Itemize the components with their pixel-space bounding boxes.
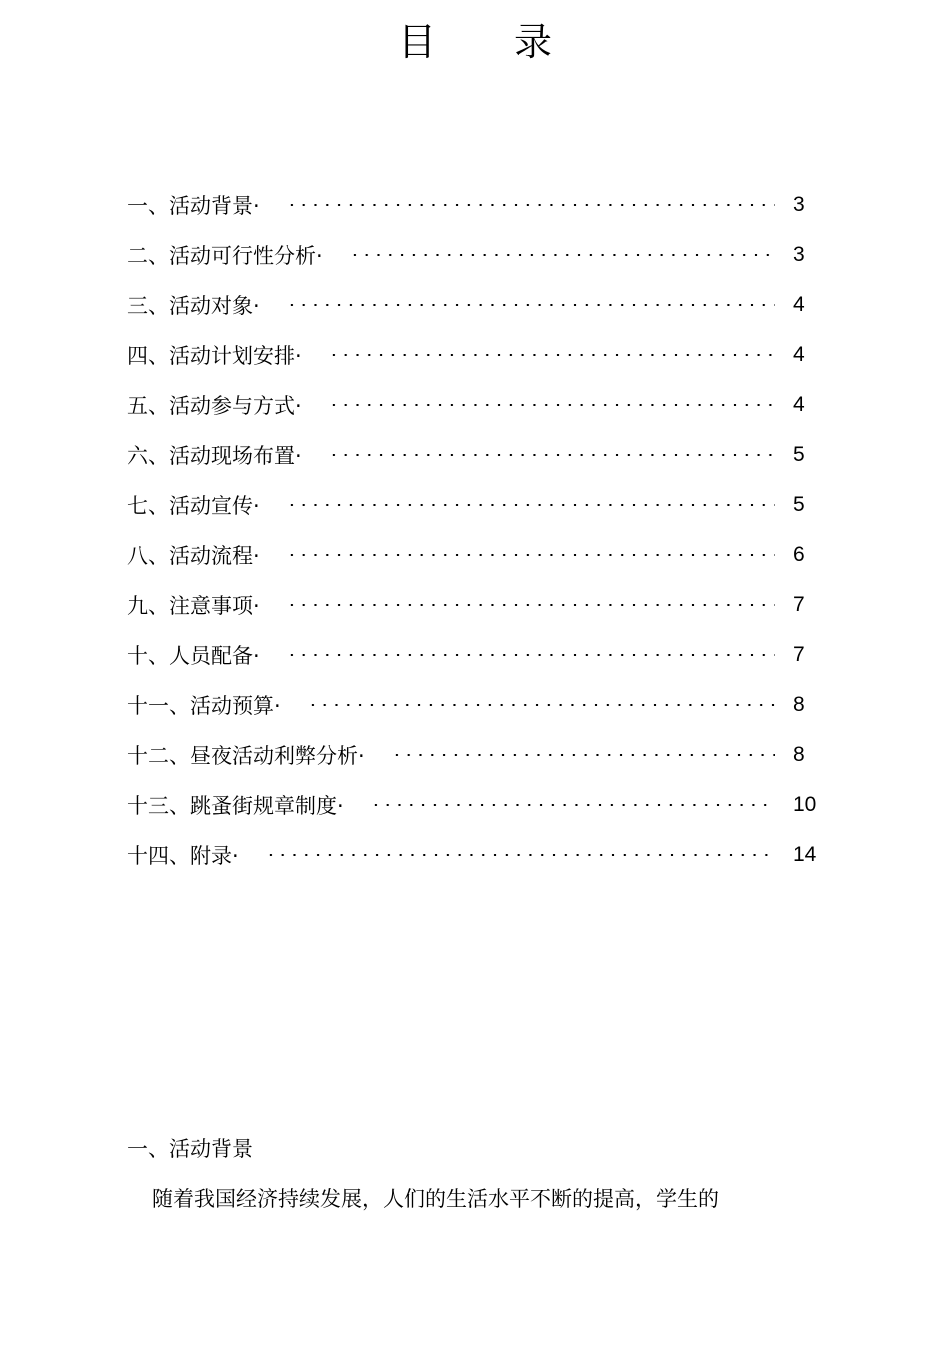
toc-entry[interactable] bbox=[127, 280, 827, 330]
toc-entry-page: 7 bbox=[793, 593, 805, 616]
page-title bbox=[0, 18, 950, 66]
toc-entry-label: 八、活动流程· bbox=[127, 544, 260, 568]
toc-entry[interactable] bbox=[127, 730, 827, 780]
toc-entry-page: 4 bbox=[793, 393, 805, 416]
toc-dot-leader bbox=[391, 754, 775, 756]
toc-dot-leader bbox=[328, 454, 775, 456]
toc-entry-label: 六、活动现场布置· bbox=[127, 444, 302, 468]
toc-entry[interactable] bbox=[127, 830, 827, 880]
toc-dot-leader bbox=[286, 604, 775, 606]
toc-entry-label: 三、活动对象· bbox=[127, 294, 260, 318]
toc-entry-label: 十二、昼夜活动利弊分析· bbox=[127, 744, 365, 768]
toc-entry[interactable] bbox=[127, 680, 827, 730]
toc-entry-page: 6 bbox=[793, 543, 805, 566]
toc-entry-label: 十一、活动预算· bbox=[127, 694, 281, 718]
toc-entry-label: 一、活动背景· bbox=[127, 194, 260, 218]
toc-dot-leader bbox=[265, 854, 775, 856]
toc-dot-leader bbox=[286, 204, 775, 206]
toc-dot-leader bbox=[286, 304, 775, 306]
toc-entry[interactable] bbox=[127, 380, 827, 430]
toc-entry-label: 二、活动可行性分析· bbox=[127, 244, 323, 268]
toc-entry[interactable] bbox=[127, 430, 827, 480]
page-title-char-2: 录 bbox=[514, 20, 553, 64]
toc-entry[interactable] bbox=[127, 580, 827, 630]
toc-dot-leader bbox=[370, 804, 775, 806]
toc-entry[interactable] bbox=[127, 530, 827, 580]
toc-dot-leader bbox=[307, 704, 775, 706]
toc-entry-page: 4 bbox=[793, 343, 805, 366]
toc-dot-leader bbox=[349, 254, 775, 256]
toc-entry[interactable] bbox=[127, 630, 827, 680]
toc-entry-label: 十、人员配备· bbox=[127, 644, 260, 668]
page-title-char-1: 目 bbox=[397, 20, 436, 64]
toc-entry-label: 九、注意事项· bbox=[127, 594, 260, 618]
toc-entry-label: 五、活动参与方式· bbox=[127, 394, 302, 418]
table-of-contents bbox=[127, 180, 827, 880]
toc-entry-page: 8 bbox=[793, 743, 805, 766]
body-paragraph: 随着我国经济持续发展，人们的生活水平不断的提高，学生的 bbox=[152, 1187, 719, 1211]
toc-entry-page: 8 bbox=[793, 693, 805, 716]
toc-entry-page: 3 bbox=[793, 243, 805, 266]
toc-entry-page: 14 bbox=[793, 843, 817, 866]
toc-entry-label: 十四、附录· bbox=[127, 844, 239, 868]
toc-dot-leader bbox=[286, 504, 775, 506]
toc-entry-page: 7 bbox=[793, 643, 805, 666]
toc-entry-page: 3 bbox=[793, 193, 805, 216]
toc-entry-page: 4 bbox=[793, 293, 805, 316]
toc-dot-leader bbox=[286, 654, 775, 656]
toc-entry-label: 四、活动计划安排· bbox=[127, 344, 302, 368]
toc-entry[interactable] bbox=[127, 480, 827, 530]
toc-dot-leader bbox=[286, 554, 775, 556]
toc-entry-label: 七、活动宣传· bbox=[127, 494, 260, 518]
toc-entry[interactable] bbox=[127, 180, 827, 230]
toc-entry[interactable] bbox=[127, 330, 827, 380]
toc-entry[interactable] bbox=[127, 230, 827, 280]
toc-entry-page: 10 bbox=[793, 793, 817, 816]
toc-dot-leader bbox=[328, 404, 775, 406]
toc-entry[interactable] bbox=[127, 780, 827, 830]
toc-entry-label: 十三、跳蚤街规章制度· bbox=[127, 794, 344, 818]
toc-dot-leader bbox=[328, 354, 775, 356]
toc-entry-page: 5 bbox=[793, 443, 805, 466]
toc-entry-page: 5 bbox=[793, 493, 805, 516]
section-heading: 一、活动背景 bbox=[127, 1137, 253, 1161]
